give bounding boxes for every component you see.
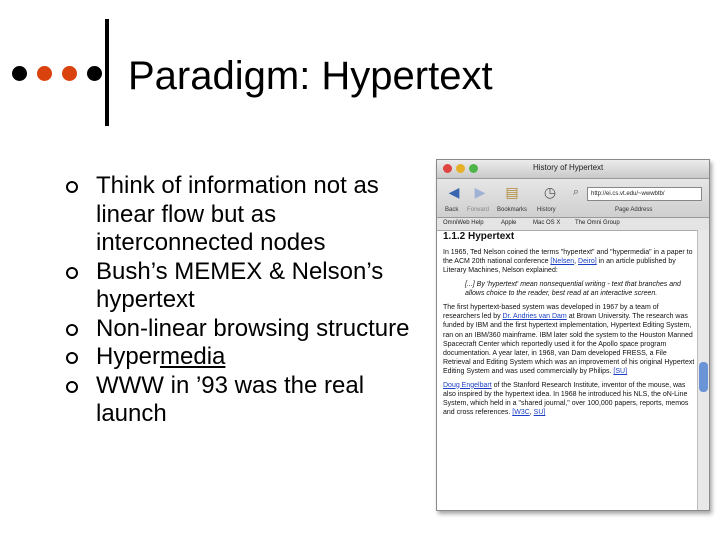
favorite-item: Mac OS X <box>533 220 561 226</box>
dot-icon <box>87 66 102 81</box>
bookmarks-label: Bookmarks <box>497 207 528 213</box>
paragraph: The first hypertext-based system was developed in 1967 by a team of researchers led by Dr. Andries van Dam at Brown University. The research was funded by IBM and the first hypertext implementation, Hypertext Editing System, ran on an IBM/360 mainframe. IBM later sold the system to the Houston Manned Spacecraft Center which reportedly used it for the Apollo space program documentation. A year later, in 1968, van Dam developed FRESS, a File Retrieval and Editing System which was an improvement of his original Hypertext Editing System and was used commercially by Philips. [SU] <box>443 304 695 376</box>
favorite-item: OmniWeb Help <box>443 220 484 226</box>
favorite-item: Apple <box>501 220 517 226</box>
browser-screenshot <box>436 159 710 511</box>
bullet-item: WWW in ’93 was the real launch <box>66 372 416 429</box>
bullet-icon <box>66 324 78 336</box>
bullet-icon <box>66 267 78 279</box>
dot-icon <box>12 66 27 81</box>
search-icon: ⌕ <box>572 186 580 198</box>
browser-toolbar <box>437 179 709 218</box>
scrollbar <box>697 230 709 510</box>
bullet-item: Think of information not as linear flow but as interconnected nodes <box>66 172 416 258</box>
favorite-item: The Omni Group <box>575 220 620 226</box>
ref-link: SU] <box>533 409 546 417</box>
bullet-list <box>66 172 416 429</box>
minimize-icon <box>456 164 465 173</box>
page-heading: 1.1.2 Hypertext <box>443 231 515 242</box>
page-content <box>443 230 695 421</box>
bullet-icon <box>66 381 78 393</box>
scroll-thumb <box>699 362 708 392</box>
paragraph: Doug Engelbart of the Stanford Research Institute, inventor of the mouse, was also inspired by the hypertext idea. In 1968 he introduced his NLS, the oN-Line System, which held in a "shared journal," over 100,000 papers, reports, memos and cross references. [W3C, SU] <box>443 381 689 417</box>
bookmarks-icon: ▤ <box>505 184 519 200</box>
back-arrow-icon: ◀ <box>448 184 460 200</box>
decorative-dots <box>12 66 102 82</box>
back-label: Back <box>445 207 459 213</box>
bullet-item: Bush’s MEMEX & Nelson’s hypertext <box>66 258 416 315</box>
hypermedia-link[interactable]: media <box>160 343 226 370</box>
ref-link: [Nelsen <box>550 258 575 266</box>
title-divider <box>105 19 109 126</box>
bullet-item: Non-linear browsing structure <box>66 315 416 344</box>
ref-link: Doug Engelbart <box>443 381 492 389</box>
window-title: History of Hypertext <box>533 163 604 172</box>
ref-link: [W3C <box>512 409 530 417</box>
history-label: History <box>537 207 556 213</box>
dot-icon <box>62 66 77 81</box>
bullet-icon <box>66 181 78 193</box>
dot-icon <box>37 66 52 81</box>
forward-arrow-icon: ▶ <box>474 184 486 200</box>
slide-title: Paradigm: Hypertext <box>128 54 493 98</box>
ref-link: Dr. Andries van Dam <box>502 313 567 321</box>
close-icon <box>443 164 452 173</box>
zoom-icon <box>469 164 478 173</box>
forward-label: Forward <box>467 207 490 213</box>
ref-link: Deiro] <box>578 258 597 266</box>
paragraph: In 1965, Ted Nelson coined the terms "hypertext" and "hypermedia" in a paper to the ACM 20th national conference [Nelsen, Deiro] in an article published by Literary Machines, Nelson explained: <box>443 249 693 275</box>
bullet-icon <box>66 352 78 364</box>
page-address-label: Page Address <box>615 207 653 213</box>
ref-link: [SU] <box>613 368 628 376</box>
bullet-item: Hypermedia <box>66 343 416 372</box>
history-clock-icon: ◷ <box>543 184 557 200</box>
window-titlebar <box>437 160 709 179</box>
block-quote: [...] By 'hypertext' mean nonsequential writing - text that branches and allows choice to the reader, best read at an interactive screen. <box>465 280 681 297</box>
address-field: http://ei.cs.vt.edu/~wwwbtb/ <box>587 187 702 201</box>
